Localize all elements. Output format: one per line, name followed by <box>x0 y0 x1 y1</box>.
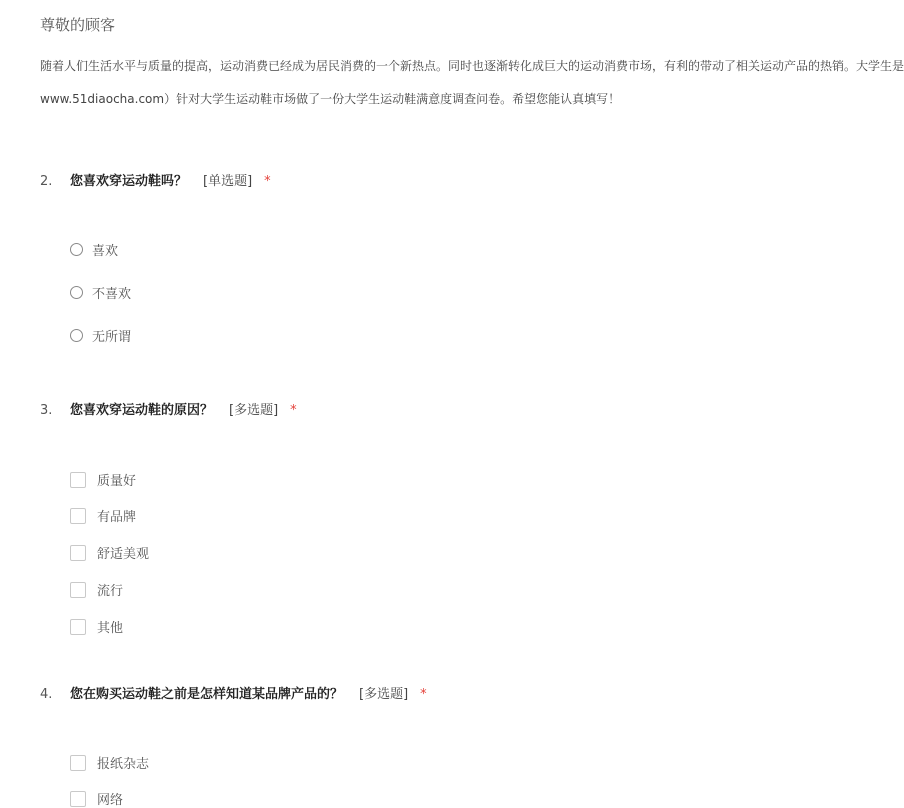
greeting-heading: 尊敬的顾客 <box>40 16 116 34</box>
required-mark: * <box>290 403 297 418</box>
intro-text-line-1: 随着人们生活水平与质量的提高，运动消费已经成为居民消费的一个新热点。同时也逐渐转化成巨大的运动消费市场，有利的带动了相关运动产品的热销。大学生是 <box>40 59 904 73</box>
checkbox-icon[interactable] <box>70 619 86 635</box>
required-mark: * <box>264 174 271 189</box>
question-title: 您在购买运动鞋之前是怎样知道某品牌产品的？ <box>70 687 344 702</box>
radio-button-icon[interactable] <box>70 286 83 299</box>
option-label: 质量好 <box>97 474 137 489</box>
option-label: 无所谓 <box>92 330 132 345</box>
question-2-header <box>40 170 271 189</box>
checkbox-icon[interactable] <box>70 755 86 771</box>
question-title: 您喜欢穿运动鞋吗？ <box>70 174 188 189</box>
checkbox-icon[interactable] <box>70 545 86 561</box>
question-number: 4. <box>40 687 53 702</box>
question-type-label: [多选题] <box>229 403 279 418</box>
checkbox-option-quality[interactable] <box>70 470 136 489</box>
option-label: 喜欢 <box>92 244 119 259</box>
checkbox-icon[interactable] <box>70 508 86 524</box>
option-label: 有品牌 <box>97 510 137 525</box>
checkbox-option-fashion[interactable] <box>70 580 123 599</box>
question-number: 2. <box>40 174 53 189</box>
checkbox-option-newspaper[interactable] <box>70 753 149 772</box>
option-label: 报纸杂志 <box>97 757 150 772</box>
intro-text-line-2: www.51diaocha.com）针对大学生运动鞋市场做了一份大学生运动鞋满意度调查问卷。希望您能认真填写！ <box>40 92 621 106</box>
checkbox-icon[interactable] <box>70 582 86 598</box>
required-mark: * <box>420 687 427 702</box>
checkbox-option-other[interactable] <box>70 617 123 636</box>
checkbox-option-brand[interactable] <box>70 506 136 525</box>
question-4-header <box>40 683 427 702</box>
option-label: 其他 <box>97 621 124 636</box>
checkbox-option-comfort[interactable] <box>70 543 149 562</box>
radio-option-indifferent[interactable] <box>70 326 131 345</box>
radio-option-dislike[interactable] <box>70 283 131 302</box>
checkbox-option-internet[interactable] <box>70 789 123 808</box>
radio-button-icon[interactable] <box>70 243 83 256</box>
question-type-label: [单选题] <box>203 174 253 189</box>
question-number: 3. <box>40 403 53 418</box>
option-label: 不喜欢 <box>92 287 132 302</box>
checkbox-icon[interactable] <box>70 472 86 488</box>
option-label: 流行 <box>97 584 124 599</box>
question-type-label: [多选题] <box>359 687 409 702</box>
option-label: 网络 <box>97 793 124 808</box>
question-title: 您喜欢穿运动鞋的原因？ <box>70 403 214 418</box>
checkbox-icon[interactable] <box>70 791 86 807</box>
question-3-header <box>40 399 297 418</box>
radio-button-icon[interactable] <box>70 329 83 342</box>
option-label: 舒适美观 <box>97 547 150 562</box>
radio-option-like[interactable] <box>70 240 118 259</box>
